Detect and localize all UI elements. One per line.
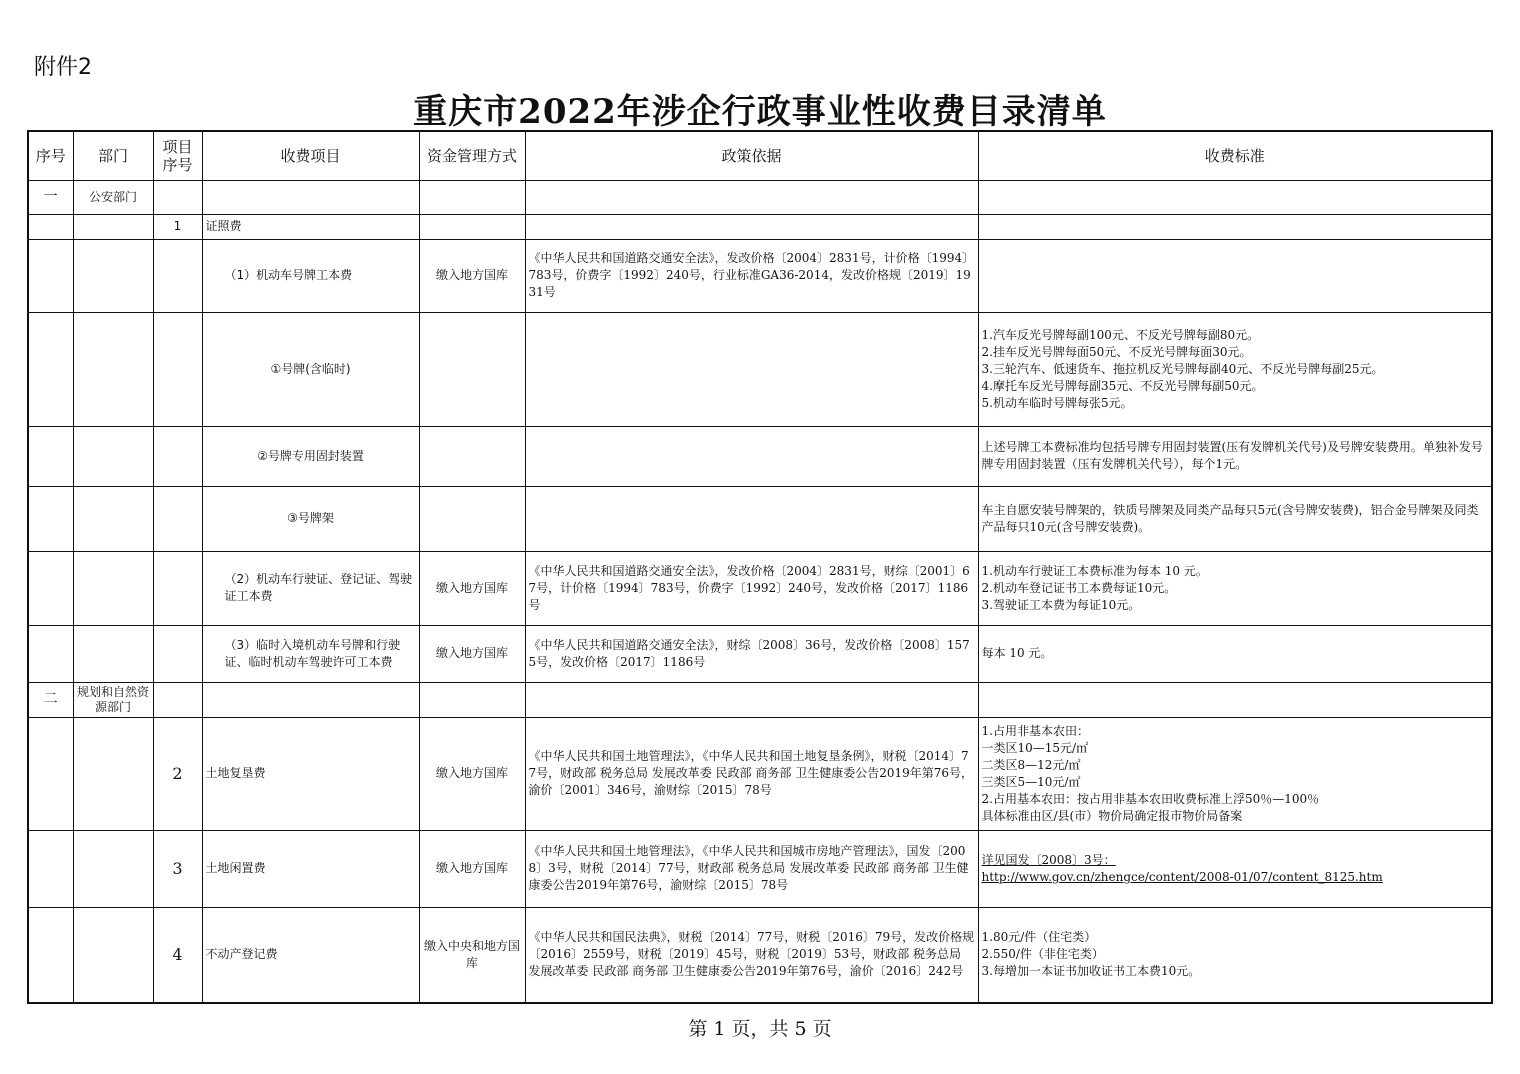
- empty-cell: [419, 214, 525, 239]
- row-fund-mgmt: 缴入中央和地方国库: [419, 907, 525, 1003]
- row-fund-mgmt: 缴入地方国库: [419, 830, 525, 907]
- row-standard: 上述号牌工本费标准均包括号牌专用固封装置(压有发牌机关代号)及号牌安装费用。单独补发号牌专用固封装置（压有发牌机关代号），每个1元。: [978, 426, 1492, 486]
- empty-cell: [525, 180, 978, 214]
- row-fee-item: ③号牌架: [202, 486, 419, 551]
- row-policy: 《中华人民共和国道路交通安全法》，发改价格〔2004〕2831号，财综〔2001〕67号，计价格〔1994〕783号，价费字〔1992〕240号，发改价格〔2017〕1186号: [525, 551, 978, 625]
- table-row: [28, 551, 1492, 625]
- empty-cell: [525, 214, 978, 239]
- table-row: [28, 180, 1492, 214]
- row-seq: 二: [28, 682, 73, 717]
- empty-cell: [419, 486, 525, 551]
- empty-cell: [525, 426, 978, 486]
- empty-cell: [28, 551, 73, 625]
- header-row: [28, 131, 1492, 180]
- empty-cell: [525, 486, 978, 551]
- empty-cell: [978, 214, 1492, 239]
- empty-cell: [28, 907, 73, 1003]
- empty-cell: [202, 682, 419, 717]
- header-fee-item: 收费项目: [202, 131, 419, 180]
- row-fee-item: ①号牌(含临时): [202, 312, 419, 426]
- table-row: [28, 214, 1492, 239]
- table-row: [28, 682, 1492, 717]
- table-row: [28, 717, 1492, 830]
- row-fee-item: （3）临时入境机动车号牌和行驶证、临时机动车驾驶许可工本费: [202, 625, 419, 682]
- header-seq: 序号: [28, 131, 73, 180]
- row-fee-item: ②号牌专用固封装置: [202, 426, 419, 486]
- row-fund-mgmt: 缴入地方国库: [419, 625, 525, 682]
- row-fee-item: 土地闲置费: [202, 830, 419, 907]
- header-item-seq: 项目序号: [153, 131, 202, 180]
- row-dept: 规划和自然资源部门: [73, 682, 153, 717]
- empty-cell: [525, 312, 978, 426]
- standard-line: 2.占用基本农田：按占用非基本农田收费标准上浮50％—100％: [981, 791, 1320, 806]
- table-row: [28, 486, 1492, 551]
- row-fund-mgmt: 缴入地方国库: [419, 717, 525, 830]
- row-policy: 《中华人民共和国民法典》，财税〔2014〕77号，财税〔2016〕79号，发改价格规〔2016〕2559号，财税〔2019〕45号，财税〔2019〕53号，财政部 税务总局 发展改革委 民政部 商务部 卫生健康委公告2019年第76号，渝价〔2016〕242号: [525, 907, 978, 1003]
- standard-line: 3.每增加一本证书加收证书工本费10元。: [981, 964, 1201, 979]
- empty-cell: [153, 551, 202, 625]
- empty-cell: [153, 312, 202, 426]
- row-standard: [978, 551, 1492, 625]
- empty-cell: [28, 214, 73, 239]
- empty-cell: [419, 426, 525, 486]
- row-policy: 《中华人民共和国道路交通安全法》，发改价格〔2004〕2831号，计价格〔1994〕783号，价费字〔1992〕240号，行业标准GA36-2014，发改价格规〔2019〕1931号: [525, 239, 978, 312]
- row-policy: 《中华人民共和国土地管理法》，《中华人民共和国城市房地产管理法》，国发〔2008〕3号，财税〔2014〕77号，财政部 税务总局 发展改革委 民政部 商务部 卫生健康委公告2019年第76号，渝财综〔2015〕78号: [525, 830, 978, 907]
- header-fund-mgmt: 资金管理方式: [419, 131, 525, 180]
- table-row: [28, 830, 1492, 907]
- empty-cell: [419, 312, 525, 426]
- standard-line: 1.机动车行驶证工本费标准为每本 10 元。: [981, 563, 1208, 578]
- empty-cell: [978, 180, 1492, 214]
- standard-line: 具体标准由区/县(市）物价局确定报市物价局备案: [981, 808, 1243, 823]
- standard-line: 详见国发〔2008〕3号：: [981, 852, 1116, 867]
- empty-cell: [73, 214, 153, 239]
- empty-cell: [28, 239, 73, 312]
- standard-line: 2.机动车登记证书工本费每证10元。: [981, 580, 1177, 595]
- empty-cell: [525, 682, 978, 717]
- standard-line: 三类区5—10元/㎡: [981, 774, 1081, 789]
- empty-cell: [153, 625, 202, 682]
- row-item-seq: 3: [153, 830, 202, 907]
- standard-line: 2.挂车反光号牌每面50元、不反光号牌每面30元。: [981, 344, 1252, 359]
- standard-line: 3.三轮汽车、低速货车、拖拉机反光号牌每副40元、不反光号牌每副25元。: [981, 361, 1384, 376]
- row-standard: 车主自愿安装号牌架的，铁质号牌架及同类产品每只5元(含号牌安装费)，铝合金号牌架及同类产品每只10元(含号牌安装费)。: [978, 486, 1492, 551]
- row-item-seq: 4: [153, 907, 202, 1003]
- empty-cell: [153, 180, 202, 214]
- empty-cell: [419, 180, 525, 214]
- attachment-label: 附件2: [34, 55, 92, 80]
- row-fund-mgmt: 缴入地方国库: [419, 239, 525, 312]
- row-fund-mgmt: 缴入地方国库: [419, 551, 525, 625]
- row-standard: [978, 830, 1492, 907]
- table-row: [28, 907, 1492, 1003]
- empty-cell: [28, 312, 73, 426]
- empty-cell: [202, 180, 419, 214]
- page-footer: 第 1 页，共 5 页: [688, 1018, 832, 1040]
- standard-line: 1.占用非基本农田：: [981, 723, 1089, 738]
- empty-cell: [73, 239, 153, 312]
- row-fee-item: 不动产登记费: [202, 907, 419, 1003]
- row-fee-item: （1）机动车号牌工本费: [202, 239, 419, 312]
- table-row: [28, 625, 1492, 682]
- empty-cell: [28, 830, 73, 907]
- empty-cell: [73, 907, 153, 1003]
- empty-cell: [419, 682, 525, 717]
- empty-cell: [73, 426, 153, 486]
- standard-line: 5.机动车临时号牌每张5元。: [981, 395, 1133, 410]
- row-fee-item: （2）机动车行驶证、登记证、驾驶证工本费: [202, 551, 419, 625]
- empty-cell: [73, 486, 153, 551]
- empty-cell: [978, 682, 1492, 717]
- page-title: 重庆市2022年涉企行政事业性收费目录清单: [413, 92, 1107, 132]
- header-policy: 政策依据: [525, 131, 978, 180]
- empty-cell: [73, 830, 153, 907]
- standard-line: 1.80元/件（住宅类）: [981, 930, 1097, 945]
- standard-line: 1.汽车反光号牌每副100元、不反光号牌每副80元。: [981, 327, 1260, 342]
- row-item-seq: 1: [153, 214, 202, 239]
- row-policy: 《中华人民共和国道路交通安全法》，财综〔2008〕36号，发改价格〔2008〕1575号，发改价格〔2017〕1186号: [525, 625, 978, 682]
- empty-cell: [153, 239, 202, 312]
- fee-catalog-table: [27, 130, 1493, 1004]
- row-item-seq: 2: [153, 717, 202, 830]
- empty-cell: [73, 625, 153, 682]
- header-dept: 部门: [73, 131, 153, 180]
- table-row: [28, 312, 1492, 426]
- empty-cell: [28, 426, 73, 486]
- empty-cell: [978, 239, 1492, 312]
- row-standard: 每本 10 元。: [978, 625, 1492, 682]
- row-fee-item: 土地复垦费: [202, 717, 419, 830]
- row-standard: [978, 717, 1492, 830]
- empty-cell: [153, 486, 202, 551]
- row-policy: 《中华人民共和国土地管理法》，《中华人民共和国土地复垦条例》，财税〔2014〕77号，财政部 税务总局 发展改革委 民政部 商务部 卫生健康委公告2019年第76号，渝价〔2001〕346号，渝财综〔2015〕78号: [525, 717, 978, 830]
- row-dept: 公安部门: [73, 180, 153, 214]
- header-standard: 收费标准: [978, 131, 1492, 180]
- table-row: [28, 239, 1492, 312]
- empty-cell: [73, 312, 153, 426]
- empty-cell: [73, 717, 153, 830]
- empty-cell: [28, 486, 73, 551]
- standard-line: 2.550/件（非住宅类）: [981, 947, 1104, 962]
- empty-cell: [153, 426, 202, 486]
- empty-cell: [28, 625, 73, 682]
- empty-cell: [73, 551, 153, 625]
- row-standard: [978, 907, 1492, 1003]
- standard-line: 二类区8—12元/㎡: [981, 757, 1081, 772]
- policy-link[interactable]: http://www.gov.cn/zhengce/content/2008-01/07/content_8125.htm: [981, 869, 1383, 884]
- standard-line: 4.摩托车反光号牌每副35元、不反光号牌每副50元。: [981, 378, 1264, 393]
- empty-cell: [153, 682, 202, 717]
- empty-cell: [28, 717, 73, 830]
- standard-line: 一类区10—15元/㎡: [981, 740, 1089, 755]
- standard-line: 3.驾驶证工本费为每证10元。: [981, 597, 1141, 612]
- row-fee-item: 证照费: [202, 214, 419, 239]
- row-standard: [978, 312, 1492, 426]
- table-row: [28, 426, 1492, 486]
- row-seq: 一: [28, 180, 73, 214]
